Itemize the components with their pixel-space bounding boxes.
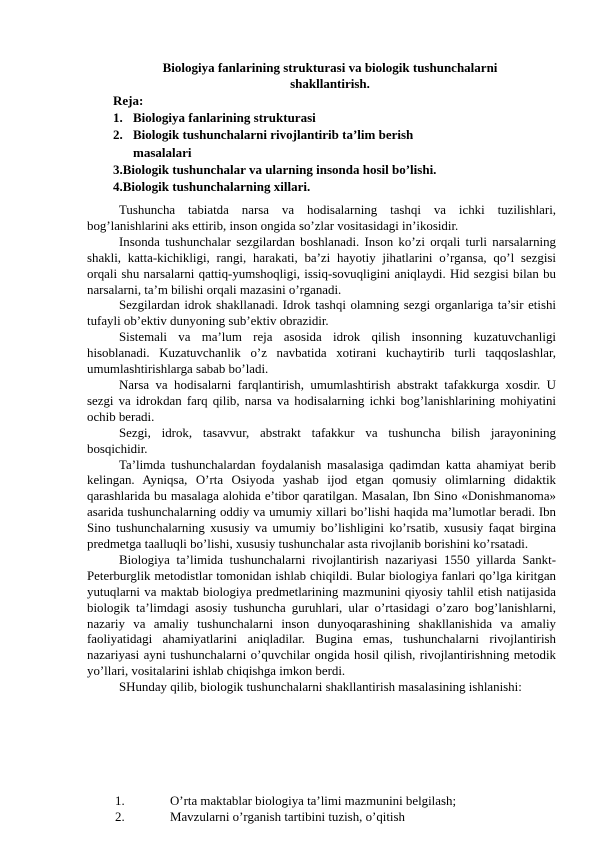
paragraph: Sezgi, idrok, tasavvur, abstrakt tafakkur va tushuncha bilish jarayonining bosqichidir. xyxy=(87,425,556,456)
plan-item xyxy=(113,109,436,126)
plan-item xyxy=(113,126,436,143)
paragraph: Sistemali va ma’lum reja asosida idrok qilish insonning kuzatuvchanligi hisoblanadi. Kuzatuvchanlik o’z navbatida xotirani kuchaytirib turli taqqoslashlar, umumlashtirishlarga sabab bo’ladi. xyxy=(87,330,556,377)
plan-section xyxy=(113,92,436,195)
list-item xyxy=(115,809,456,825)
plan-item-number: 2. xyxy=(113,127,123,143)
list-item-number: 2. xyxy=(115,810,125,824)
list-item xyxy=(115,793,456,809)
plan-item: 3.Biologik tushunchalar va ularning insonda hosil bo’lishi. xyxy=(113,161,437,177)
numbered-list xyxy=(115,793,456,825)
body-text xyxy=(87,203,556,696)
plan-item-continuation: masalalari xyxy=(133,144,192,160)
plan-item-text: Biologik tushunchalarni rivojlantirib ta’lim berish xyxy=(133,127,414,143)
paragraph: SHunday qilib, biologik tushunchalarni shakllantirish masalasining ishlanishi: xyxy=(119,680,522,695)
paragraph: Tushuncha tabiatda narsa va hodisalarning tashqi va ichki tuzilishlari, bog’lanishlarini aks ettirib, inson ongida so’zlar vositasidagi in’ikosidir. xyxy=(87,203,556,233)
paragraph: Insonda tushunchalar sezgilardan boshlanadi. Inson ko’zi orqali turli narsalarning shakli, katta-kichikligi, rangi, harakati, ba’zi hayotiy jihatlarini o’rgansa, qo’l sezgisi orqali shu narsalarni qattiq-yumshoqligi, issiq-sovuqligini aniqlaydi. Hid sezgisi bilan bu narsalarni, ta’m bilishi orqali mazasini o’rganadi. xyxy=(87,234,556,297)
plan-label: Reja: xyxy=(113,93,144,108)
plan-item: 4.Biologik tushunchalarning xillari. xyxy=(113,179,311,195)
list-item-text: O’rta maktablar biologiya ta’limi mazmunini belgilash; xyxy=(170,794,457,808)
paragraph: Ta’limda tushunchalardan foydalanish masalasiga qadimdan katta ahamiyat berib kelingan. Ayniqsa, O’rta Osiyoda yashab ijod etgan qomusiy olimlarning didaktik qarashlarida bu masalaga alohida e’tibor qaratilgan. Masalan, Ibn Sino «Donishmanoma» asarida tushunchalarning oddiy va umumiy xillari bo’lishi haqida ma’lumotlar beradi. Ibn Sino tushunchalarning xususiy va umumiy bo’lishligini ko’rsatib, xususiy faqat birgina predmetga taalluqli bo’lishi, xususiy tushunchalar asta rivojlanib borishini ko’rsatadi. xyxy=(87,457,556,552)
paragraph: Sezgilardan idrok shakllanadi. Idrok tashqi olamning sezgi organlariga ta’sir etishi tufayli ob’ektiv dunyoning sub’ektiv obrazidir. xyxy=(87,298,556,329)
plan-item-number: 1. xyxy=(113,110,123,126)
plan-item-text: Biologiya fanlarining strukturasi xyxy=(133,110,316,126)
page-title xyxy=(110,60,550,92)
paragraph: Narsa va hodisalarni farqlantirish, umumlashtirish abstrakt tafakkurga xosdir. U sezgi va idrokdan farq qilib, narsa va hodisalarning ichki bog’lanishlarining mohiyatini ochib beradi. xyxy=(87,377,556,424)
title-line-2: shakllantirish. xyxy=(290,76,370,91)
list-item-text: Mavzularni o’rganish tartibini tuzish, o’qitish xyxy=(170,810,405,824)
list-item-number: 1. xyxy=(115,794,125,808)
title-line-1: Biologiya fanlarining strukturasi va biologik tushunchalarni xyxy=(162,60,498,75)
paragraph: Biologiya ta’limida tushunchalarni rivojlantirish nazariyasi 1550 yillarda Sankt-Peterburglik metodistlar tomonidan ishlab chiqildi. Bular biologiya fanlari qo’lga kiritgan yutuqlarni va maktab biologiya predmetlarining mazmunini qiyosiy tahlil etish natijasida biologik ta’limdagi asosiy tushuncha guruhlari, ular o’rtasidagi o’zaro bog’lanishlarni, nazariy va amaliy tushunchalarni inson dunyoqarashining shakllanishida va amaliy faoliyatidagi ahamiyatlarini aniqladilar. Bugina emas, tushunchalarni rivojlantirish nazariyasi ayni tushunchalarni o’quvchilar ongida hosil qilish, rivojlantirishning metodik yo’llari, vositalarini ishlab chiqishga imkon berdi. xyxy=(87,552,556,679)
